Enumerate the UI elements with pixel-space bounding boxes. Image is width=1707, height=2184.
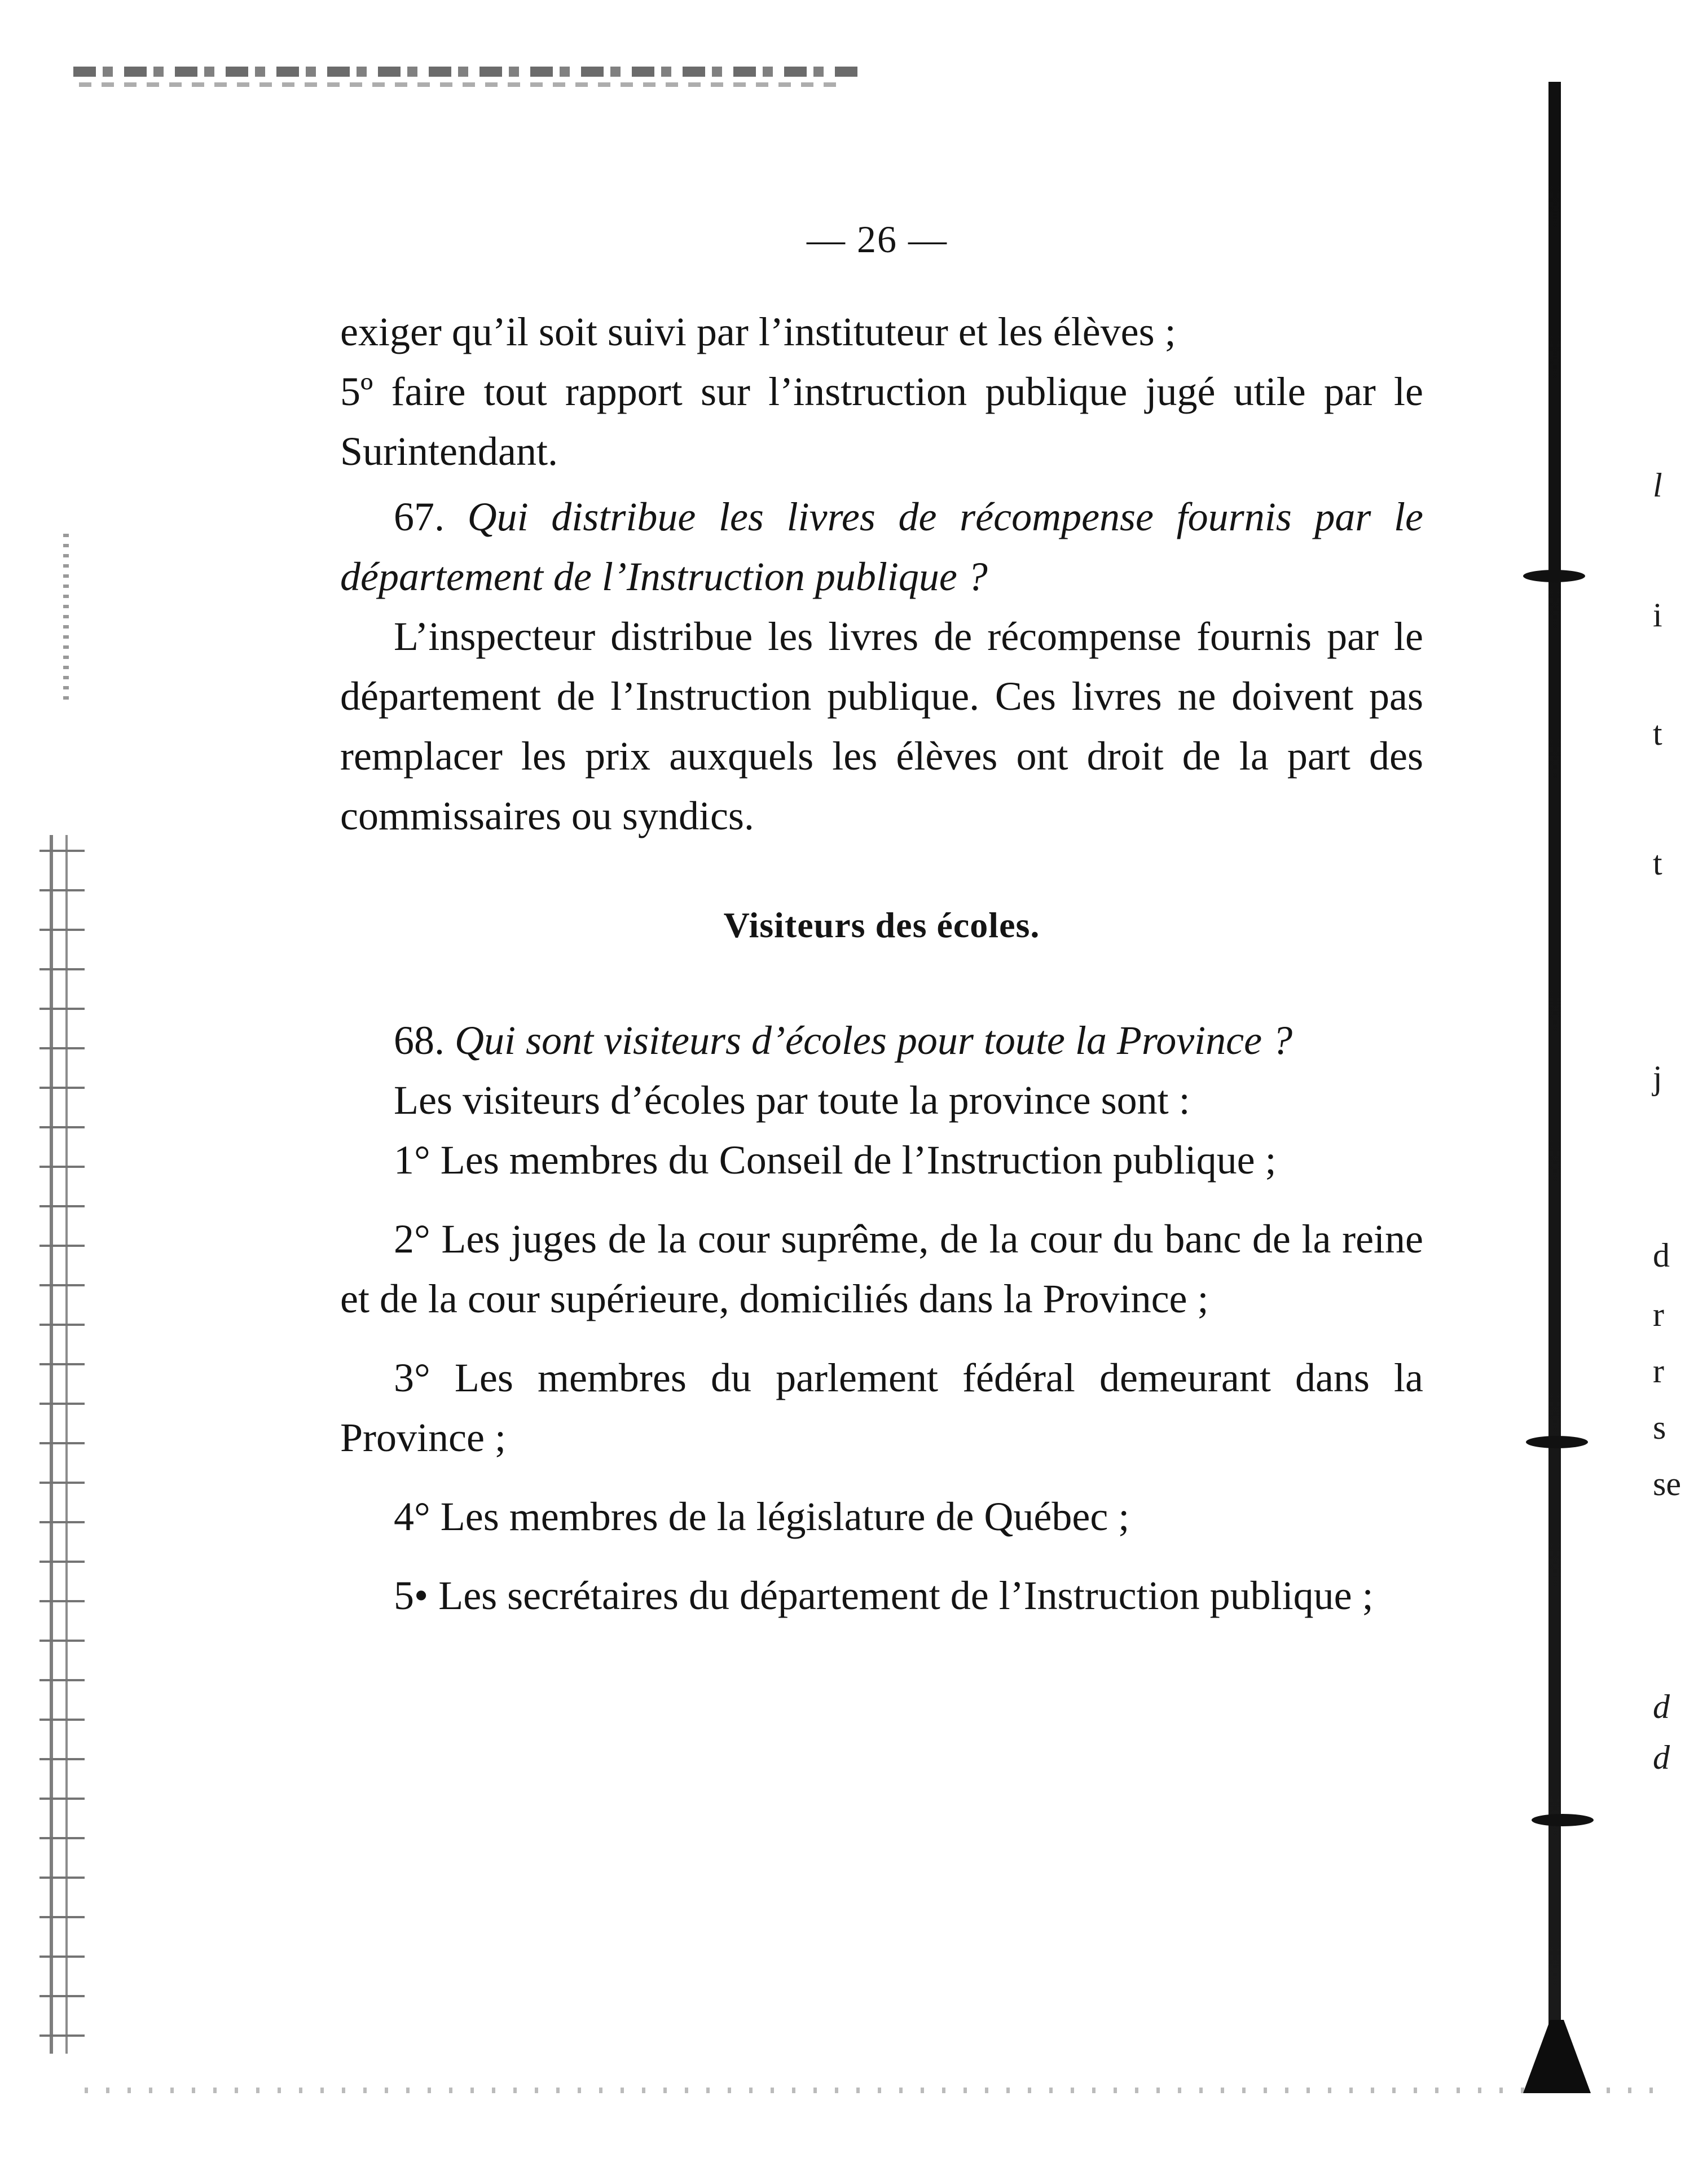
scan-bottom-rule <box>85 2088 1664 2093</box>
right-binding-edge <box>1548 82 1561 2090</box>
question-number: 68. <box>394 1018 445 1063</box>
binding-knot <box>1532 1814 1594 1826</box>
answer-67: L’inspecteur distribue les livres de récompense fournis par le département de l’Instruction publique. Ces livres ne doivent pas remplacer les prix auxquels les élèves ont droit de la part des commissaires ou syndics. <box>340 614 1423 838</box>
margin-fragment: s <box>1653 1409 1666 1446</box>
visitor-item: 4° Les membres de la législature de Québec ; <box>394 1494 1130 1539</box>
question-text: Qui sont visiteurs d’écoles pour toute la Province ? <box>455 1018 1293 1063</box>
scan-top-rule-faint <box>79 82 841 87</box>
margin-fragment: t <box>1653 715 1662 752</box>
margin-fragment: se <box>1653 1465 1681 1502</box>
text-column <box>340 302 1423 1625</box>
right-binding-wedge <box>1523 2020 1591 2093</box>
page-number: — 26 — <box>807 218 948 261</box>
visitor-item: 5• Les secrétaires du département de l’Instruction publique ; <box>394 1573 1374 1618</box>
margin-fragment: i <box>1653 596 1662 634</box>
visitor-item: 3° Les membres du parlement fédéral demeurant dans la Province ; <box>340 1355 1423 1460</box>
left-binding-edge <box>39 835 85 2054</box>
scan-top-rule <box>73 67 863 77</box>
margin-fragment: r <box>1653 1296 1664 1333</box>
continuation-item-5: 5º faire tout rapport sur l’instruction publique jugé utile par le Surintendant. <box>340 369 1423 474</box>
margin-fragment: j <box>1653 1059 1662 1096</box>
binding-knot <box>1523 570 1585 582</box>
question-number: 67. <box>394 494 445 539</box>
section-heading: Visiteurs des écoles. <box>723 905 1040 945</box>
margin-fragment: l <box>1653 467 1662 504</box>
margin-fragment: d <box>1653 1739 1670 1776</box>
visitor-item: 2° Les juges de la cour suprême, de la cour du banc de la reine et de la cour supérieure, domiciliés dans la Province ; <box>340 1216 1423 1321</box>
margin-fragment: d <box>1653 1237 1670 1274</box>
visitor-item: 1° Les membres du Conseil de l’Instruction publique ; <box>394 1137 1277 1183</box>
question-67 <box>340 487 1423 607</box>
binding-knot <box>1526 1436 1588 1448</box>
margin-fragment: t <box>1653 845 1662 882</box>
margin-fragment: d <box>1653 1688 1670 1725</box>
answer-68-intro: Les visiteurs d’écoles par toute la province sont : <box>394 1078 1190 1123</box>
left-binding-mark <box>63 530 69 700</box>
margin-fragment: r <box>1653 1352 1664 1390</box>
continuation-line: exiger qu’il soit suivi par l’instituteur et les élèves ; <box>340 309 1176 354</box>
question-text: Qui distribue les livres de récompense fournis par le département de l’Instruction publique ? <box>340 494 1424 599</box>
question-68 <box>340 1010 1423 1070</box>
